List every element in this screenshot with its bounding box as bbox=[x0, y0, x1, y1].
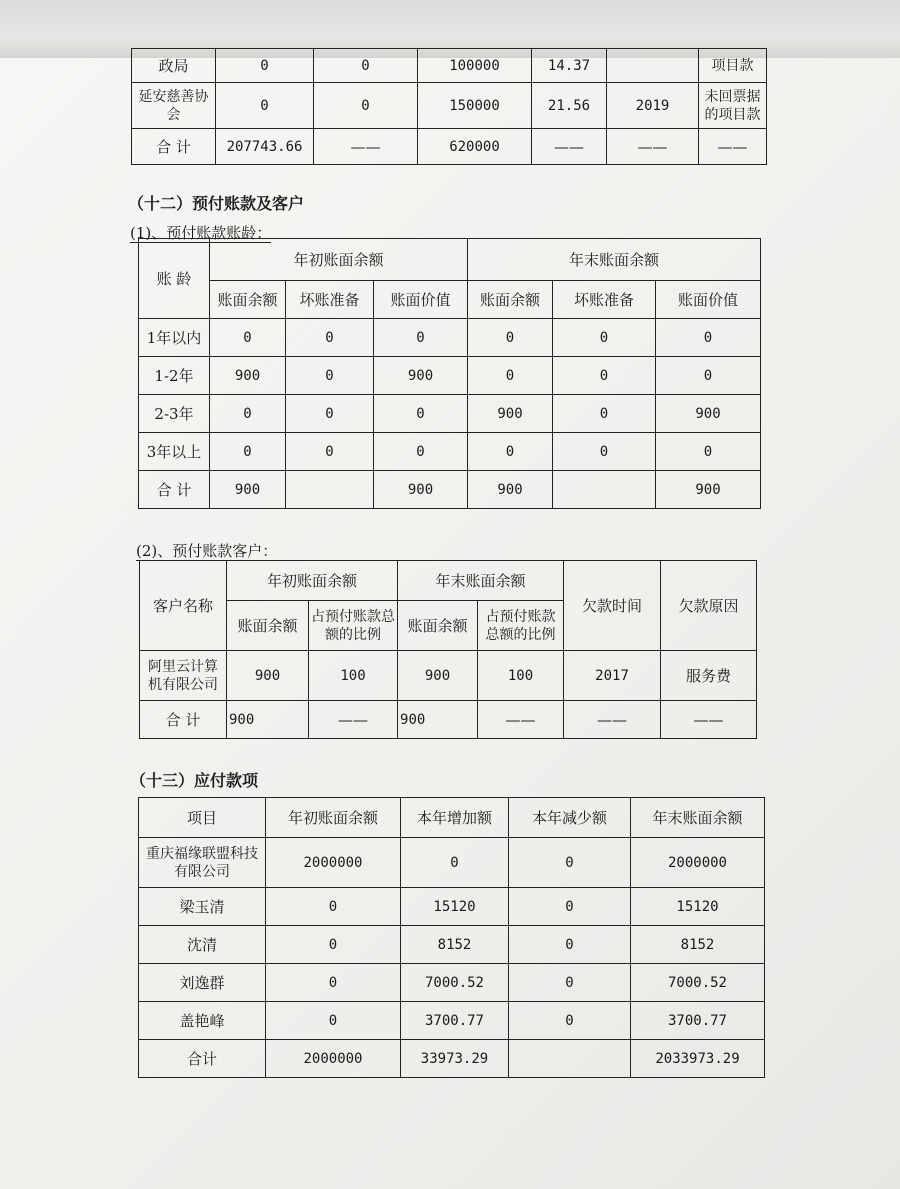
cell: 0 bbox=[509, 888, 631, 926]
table-row bbox=[139, 319, 761, 357]
row-label: 合 计 bbox=[140, 701, 227, 739]
group-header-end: 年末账面余额 bbox=[468, 239, 761, 281]
cell: 14.37 bbox=[532, 49, 607, 83]
cell: 0 bbox=[509, 838, 631, 888]
col-header-time: 欠款时间 bbox=[564, 561, 661, 651]
cell: —— bbox=[564, 701, 661, 739]
cell: 0 bbox=[374, 319, 468, 357]
table-row bbox=[132, 83, 767, 129]
table-row bbox=[132, 49, 767, 83]
cell: 900 bbox=[656, 395, 761, 433]
subheader: 坏账准备 bbox=[286, 281, 374, 319]
cell: 620000 bbox=[418, 129, 532, 165]
subheader: 账面余额 bbox=[398, 601, 478, 651]
cell: 900 bbox=[210, 357, 286, 395]
cell: 0 bbox=[468, 319, 553, 357]
section-13-title: （十三）应付款项 bbox=[130, 771, 259, 790]
cell: 15120 bbox=[401, 888, 509, 926]
cell: —— bbox=[607, 129, 699, 165]
row-label: 1年以内 bbox=[139, 319, 210, 357]
table-row bbox=[140, 701, 757, 739]
cell: 150000 bbox=[418, 83, 532, 129]
cell: 0 bbox=[266, 964, 401, 1002]
group-header-begin: 年初账面余额 bbox=[227, 561, 398, 601]
cell: 0 bbox=[509, 926, 631, 964]
table-row bbox=[139, 964, 765, 1002]
cell: —— bbox=[532, 129, 607, 165]
cell: 100 bbox=[309, 651, 398, 701]
cell: 900 bbox=[374, 357, 468, 395]
cell: 0 bbox=[509, 1002, 631, 1040]
cell: 8152 bbox=[631, 926, 765, 964]
row-label: 合 计 bbox=[132, 129, 216, 165]
col-header: 年末账面余额 bbox=[631, 798, 765, 838]
table-row bbox=[139, 395, 761, 433]
cell: 0 bbox=[374, 433, 468, 471]
cell: 7000.52 bbox=[401, 964, 509, 1002]
top-continuation-table bbox=[131, 48, 767, 165]
cell: 0 bbox=[509, 964, 631, 1002]
cell: 33973.29 bbox=[401, 1040, 509, 1078]
cell: 项目款 bbox=[699, 49, 767, 83]
col-header-customer: 客户名称 bbox=[140, 561, 227, 651]
header-row bbox=[140, 561, 757, 601]
cell: 2033973.29 bbox=[631, 1040, 765, 1078]
table-row bbox=[139, 1040, 765, 1078]
cell: 2000000 bbox=[266, 1040, 401, 1078]
subheader: 账面价值 bbox=[656, 281, 761, 319]
subheader: 坏账准备 bbox=[553, 281, 656, 319]
row-label: 政局 bbox=[132, 49, 216, 83]
row-label: 梁玉清 bbox=[139, 888, 266, 926]
subheader: 账面余额 bbox=[468, 281, 553, 319]
cell: 8152 bbox=[401, 926, 509, 964]
table-row bbox=[139, 433, 761, 471]
cell: —— bbox=[699, 129, 767, 165]
cell: —— bbox=[478, 701, 564, 739]
cell: 900 bbox=[398, 701, 478, 739]
cell: 2017 bbox=[564, 651, 661, 701]
row-label: 重庆福缘联盟科技有限公司 bbox=[139, 838, 266, 888]
cell: 2019 bbox=[607, 83, 699, 129]
col-header: 本年减少额 bbox=[509, 798, 631, 838]
cell: 0 bbox=[553, 357, 656, 395]
col-header: 项目 bbox=[139, 798, 266, 838]
cell: 0 bbox=[266, 888, 401, 926]
col-header: 本年增加额 bbox=[401, 798, 509, 838]
cell: 0 bbox=[286, 433, 374, 471]
cell: 21.56 bbox=[532, 83, 607, 129]
customers-table bbox=[139, 560, 757, 739]
cell: 3700.77 bbox=[631, 1002, 765, 1040]
row-label: 盖艳峰 bbox=[139, 1002, 266, 1040]
cell: —— bbox=[314, 129, 418, 165]
cell: 0 bbox=[216, 83, 314, 129]
row-label: 延安慈善协会 bbox=[132, 83, 216, 129]
cell: 0 bbox=[266, 926, 401, 964]
aging-subtitle-text: (1)、预付账款账龄： bbox=[130, 224, 272, 242]
cell: 0 bbox=[314, 83, 418, 129]
cell: 0 bbox=[210, 433, 286, 471]
cell: 0 bbox=[286, 357, 374, 395]
table-row bbox=[139, 838, 765, 888]
cell: 2000000 bbox=[631, 838, 765, 888]
row-label: 阿里云计算机有限公司 bbox=[140, 651, 227, 701]
cell: 0 bbox=[656, 357, 761, 395]
header-row bbox=[139, 798, 765, 838]
cell: 900 bbox=[656, 471, 761, 509]
customers-subtitle bbox=[136, 540, 277, 561]
cell: 900 bbox=[468, 471, 553, 509]
cell: 900 bbox=[227, 651, 309, 701]
table-row bbox=[140, 651, 757, 701]
row-label: 沈清 bbox=[139, 926, 266, 964]
cell: 0 bbox=[374, 395, 468, 433]
cell: 0 bbox=[468, 357, 553, 395]
cell: 900 bbox=[374, 471, 468, 509]
row-label: 1-2年 bbox=[139, 357, 210, 395]
cell: 0 bbox=[266, 1002, 401, 1040]
table-row bbox=[132, 129, 767, 165]
table-row bbox=[139, 1002, 765, 1040]
cell: 900 bbox=[227, 701, 309, 739]
table-row bbox=[139, 357, 761, 395]
cell: 0 bbox=[210, 395, 286, 433]
cell: 0 bbox=[286, 319, 374, 357]
col-header: 年初账面余额 bbox=[266, 798, 401, 838]
cell: 0 bbox=[468, 433, 553, 471]
cell bbox=[509, 1040, 631, 1078]
cell: 0 bbox=[286, 395, 374, 433]
header-row bbox=[139, 281, 761, 319]
table-row bbox=[139, 888, 765, 926]
cell bbox=[607, 49, 699, 83]
cell: 0 bbox=[401, 838, 509, 888]
cell: 未回票据的项目款 bbox=[699, 83, 767, 129]
cell bbox=[286, 471, 374, 509]
cell: 0 bbox=[314, 49, 418, 83]
customers-subtitle-text: (2)、预付账款客户： bbox=[136, 542, 278, 560]
cell: 900 bbox=[468, 395, 553, 433]
group-header-begin: 年初账面余额 bbox=[210, 239, 468, 281]
cell: 7000.52 bbox=[631, 964, 765, 1002]
cell: 服务费 bbox=[661, 651, 757, 701]
cell: 0 bbox=[216, 49, 314, 83]
cell: 0 bbox=[656, 433, 761, 471]
cell: 900 bbox=[210, 471, 286, 509]
section-12-title: （十二）预付账款及客户 bbox=[128, 194, 305, 213]
cell: 0 bbox=[553, 395, 656, 433]
table-row bbox=[139, 926, 765, 964]
cell: 0 bbox=[656, 319, 761, 357]
cell: —— bbox=[661, 701, 757, 739]
row-label: 合计 bbox=[139, 1040, 266, 1078]
subheader: 账面余额 bbox=[227, 601, 309, 651]
cell: 2000000 bbox=[266, 838, 401, 888]
cell: 207743.66 bbox=[216, 129, 314, 165]
row-label: 合 计 bbox=[139, 471, 210, 509]
cell: 15120 bbox=[631, 888, 765, 926]
col-header-reason: 欠款原因 bbox=[661, 561, 757, 651]
cell bbox=[553, 471, 656, 509]
cell: 100 bbox=[478, 651, 564, 701]
row-label: 3年以上 bbox=[139, 433, 210, 471]
group-header-end: 年末账面余额 bbox=[398, 561, 564, 601]
aging-table bbox=[138, 238, 761, 509]
header-row bbox=[139, 239, 761, 281]
cell: —— bbox=[309, 701, 398, 739]
table-row bbox=[139, 471, 761, 509]
subheader: 账面价值 bbox=[374, 281, 468, 319]
col-header-age: 账 龄 bbox=[139, 239, 210, 319]
cell: 900 bbox=[398, 651, 478, 701]
cell: 0 bbox=[553, 433, 656, 471]
cell: 100000 bbox=[418, 49, 532, 83]
cell: 3700.77 bbox=[401, 1002, 509, 1040]
subheader: 占预付账款总额的比例 bbox=[478, 601, 564, 651]
cell: 0 bbox=[210, 319, 286, 357]
payables-table bbox=[138, 797, 765, 1078]
row-label: 刘逸群 bbox=[139, 964, 266, 1002]
subheader: 占预付账款总额的比例 bbox=[309, 601, 398, 651]
row-label: 2-3年 bbox=[139, 395, 210, 433]
subheader: 账面余额 bbox=[210, 281, 286, 319]
cell: 0 bbox=[553, 319, 656, 357]
